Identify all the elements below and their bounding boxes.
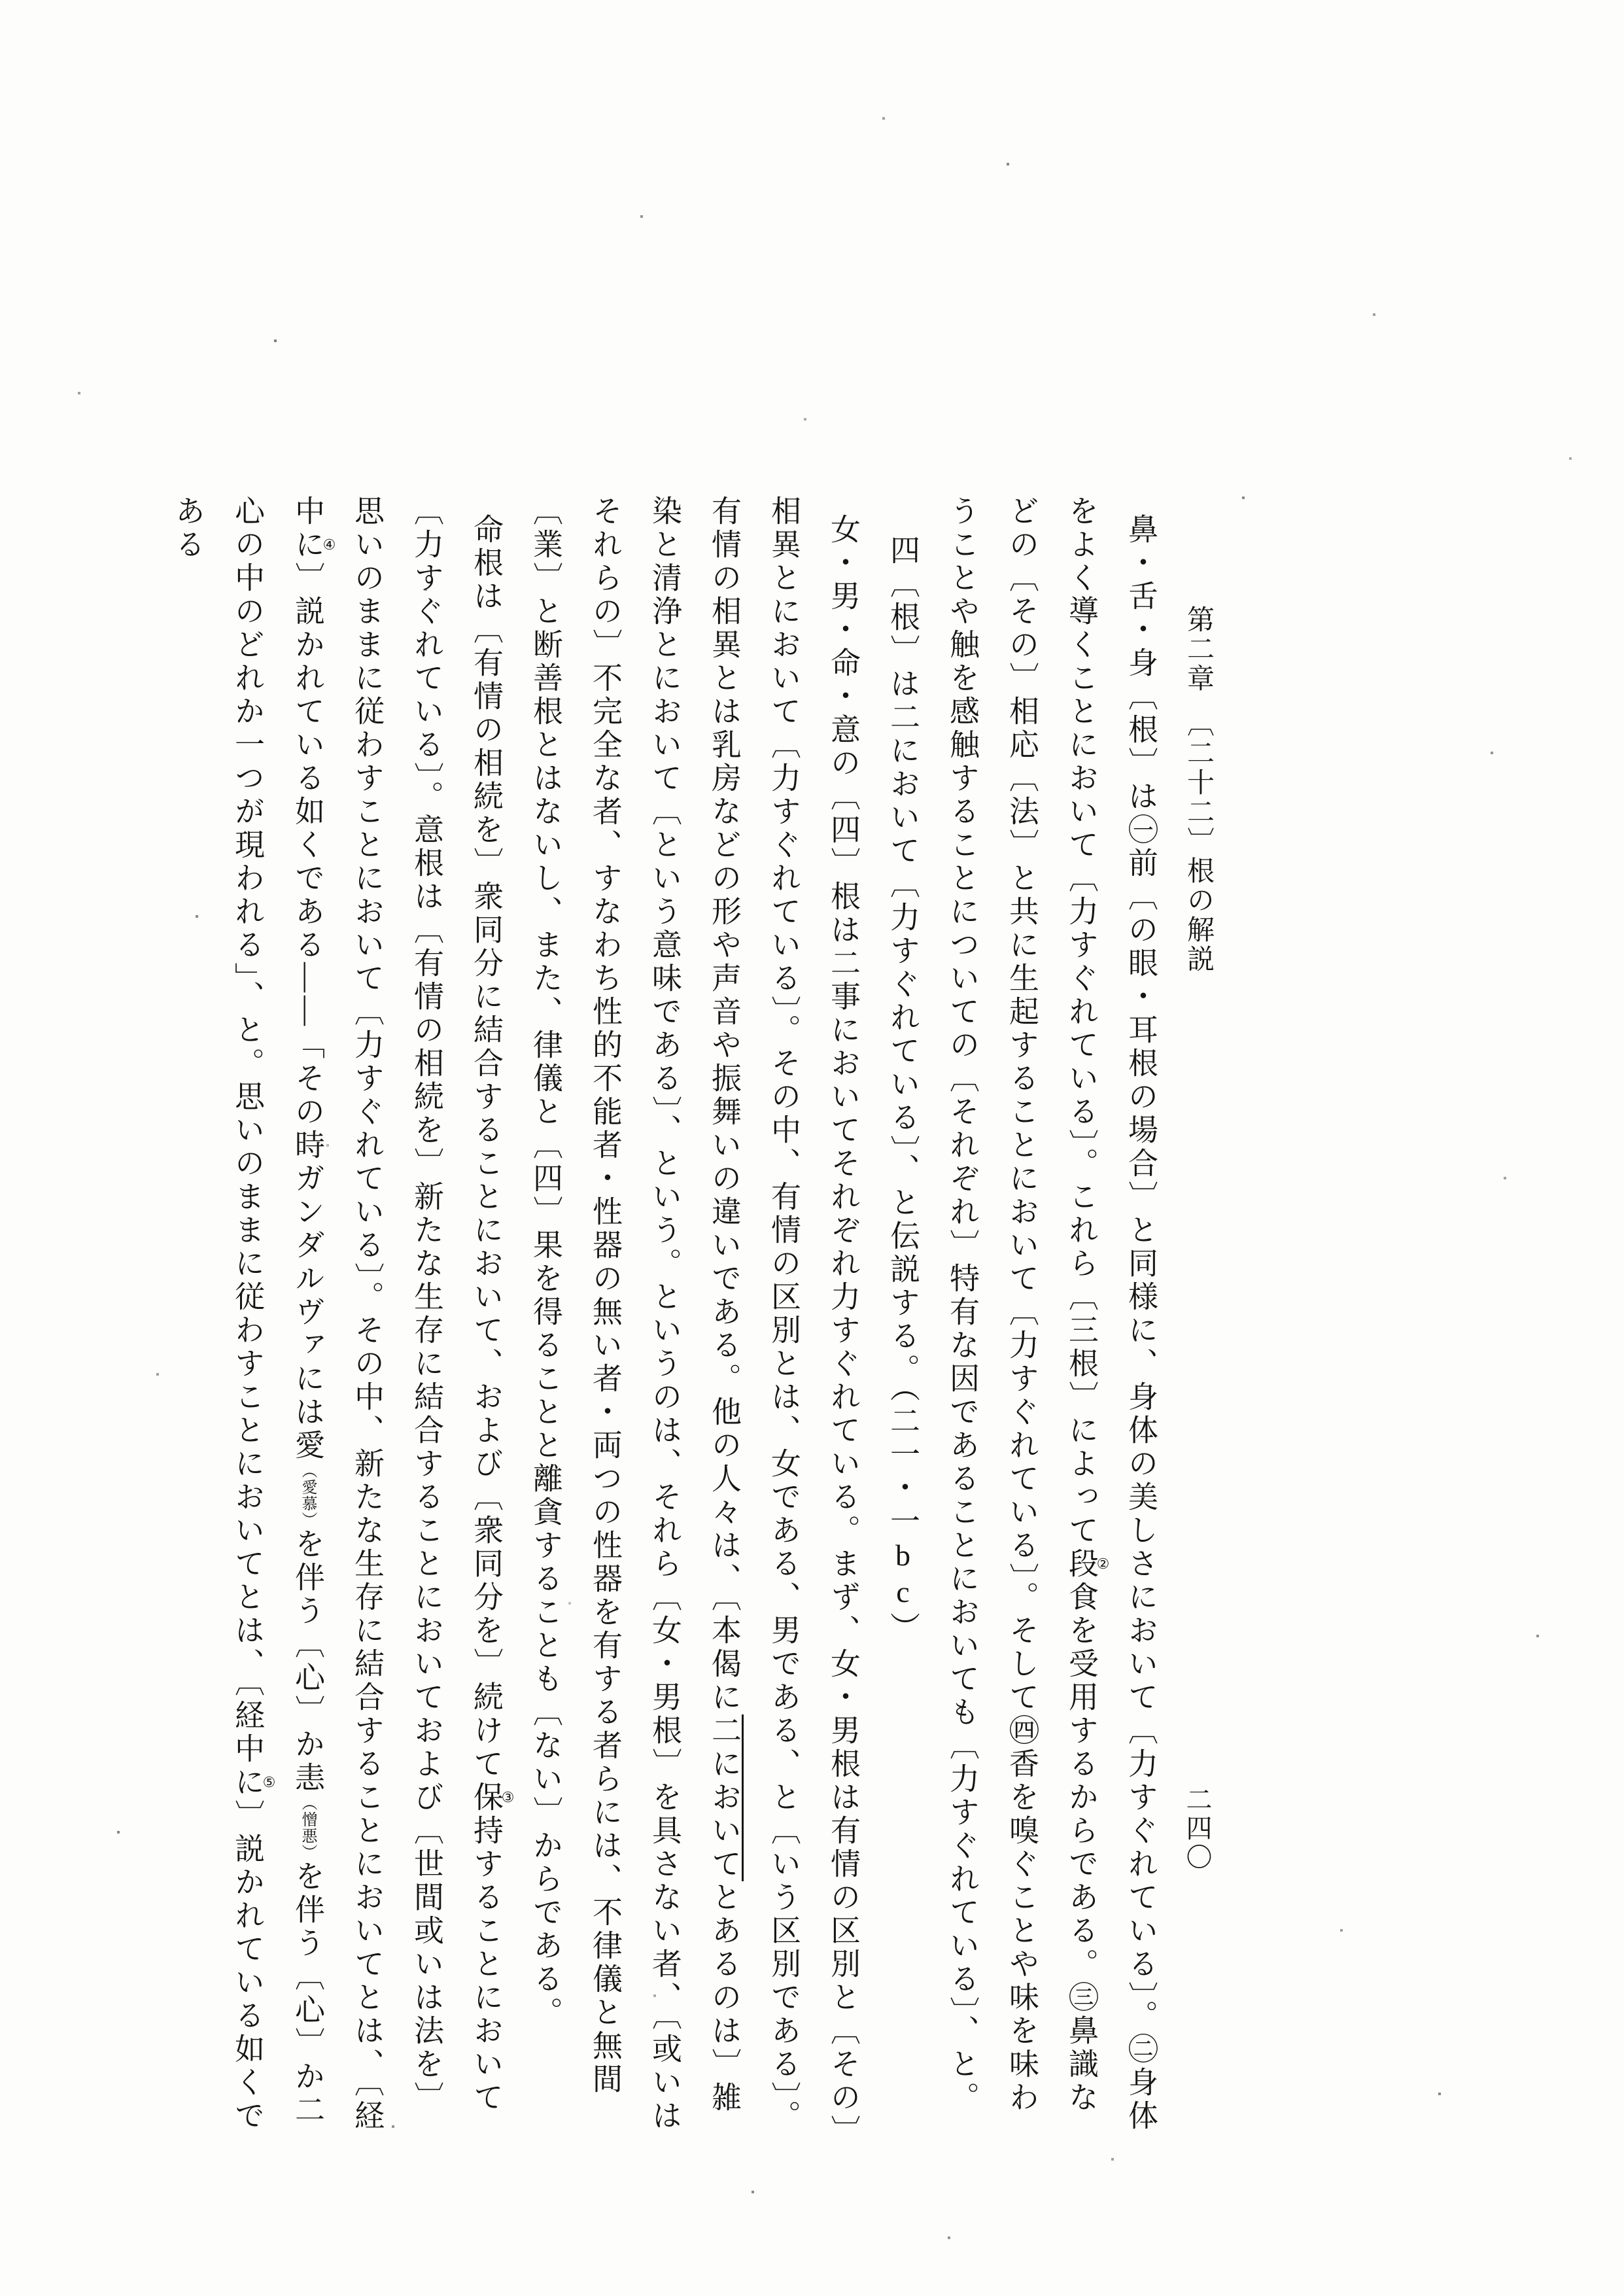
text-run: を伴う〔心〕か二心の中のどれか一つが現われる」、と。思いのままに従わすことにおいてとは、〔経中	[231, 495, 324, 2127]
note-marker: ⑤	[262, 1766, 278, 1800]
note-marker: ④	[322, 529, 338, 562]
text-run: （憎悪）	[299, 1795, 316, 1860]
text-run: 持することにおいて〔力すぐれている〕。意根は〔有情の相続を〕新たな生存に結合することにおいておよび〔世間或いは法を〕思いのままに従わすことにおいて〔力すぐれている〕。その中、新たな生存に結合することにおいてとは、〔経中	[291, 495, 503, 2133]
annotated-word: に⑤	[231, 1766, 278, 1800]
verse-line	[873, 495, 933, 2137]
text-run: 命根は〔有情の相続を〕衆同分に結合することにおいて、および〔衆同分を〕続けて	[470, 513, 503, 1781]
annotated-word: 保③	[470, 1781, 517, 1815]
note-marker: ②	[1096, 1548, 1112, 1581]
text-run: bc	[886, 1539, 920, 1612]
text-run: 女・男・命・意の〔四〕根は二事においてそれぞれ力すぐれている。まず、女・男根は有情の区別と〔その〕相異とにおいて〔力すぐれている〕。その中、有情の区別とは、女である、男である、と〔いう区別である〕。有情の相異とは乳房などの形や声音や振舞いの違いである。他の人々は、〔本偈に	[708, 495, 860, 2133]
text-run: とあるのは〕雑染と清浄とにおいて〔という意味である〕、という。というのは、それら〔女・男根〕を具さない者、〔或いはそれらの〕不完全な者、すなわち性的不能者・性器の無い者・両つの性器を有する者らには、不律儀と無間〔業〕と断善根とはないし、また、律儀と〔四〕果を得ることと離貪することも〔ない〕からである。	[529, 495, 741, 2133]
annotated-word: に④	[291, 529, 338, 562]
chapter-heading: 第二章 〔二十二〕根の解説	[1183, 605, 1213, 974]
text-run: 四〔根〕は二において〔力すぐれている〕、と伝説する。（二一・一	[886, 534, 920, 1539]
text-run: を伴う〔心〕か恚	[291, 1528, 324, 1795]
paragraph-three-roots	[933, 495, 1171, 2137]
scan-noise	[0, 0, 1, 1]
body-text	[124, 495, 1171, 2137]
page-number: 二四〇	[1183, 1786, 1212, 1872]
annotated-word: 段②	[1065, 1548, 1112, 1581]
paragraph-female-male-roots	[516, 495, 873, 2137]
paragraph-life-mind-roots	[158, 495, 516, 2137]
note-marker: ③	[500, 1781, 517, 1815]
text-run: ）	[886, 1612, 920, 1645]
text-run: 〕説かれている如くである	[171, 495, 264, 2133]
text-run: （愛慕）	[299, 1463, 316, 1528]
text-run: 食を受用するからである。㊂鼻識などの〔その〕相応〔法〕と共に生起することにおいて〔力すぐれている〕。そして㊃香を嗅ぐことや味を味わうことや触を感触することについての〔それぞれ〕特有な因であることにおいても〔力すぐれている〕、と。	[946, 495, 1098, 2115]
text-run: 鼻・舌・身〔根〕は㊀前〔の眼・耳根の場合〕と同様に、身体の美しさにおいて〔力すぐれている〕。㊁身体をよく導くことにおいて〔力すぐれている〕。これら〔三根〕によって	[1065, 495, 1158, 2133]
text-run: 〕説かれている如くである——「その時ガンダルヴァには愛	[291, 562, 324, 1463]
text-run: 二において	[708, 1714, 741, 1881]
